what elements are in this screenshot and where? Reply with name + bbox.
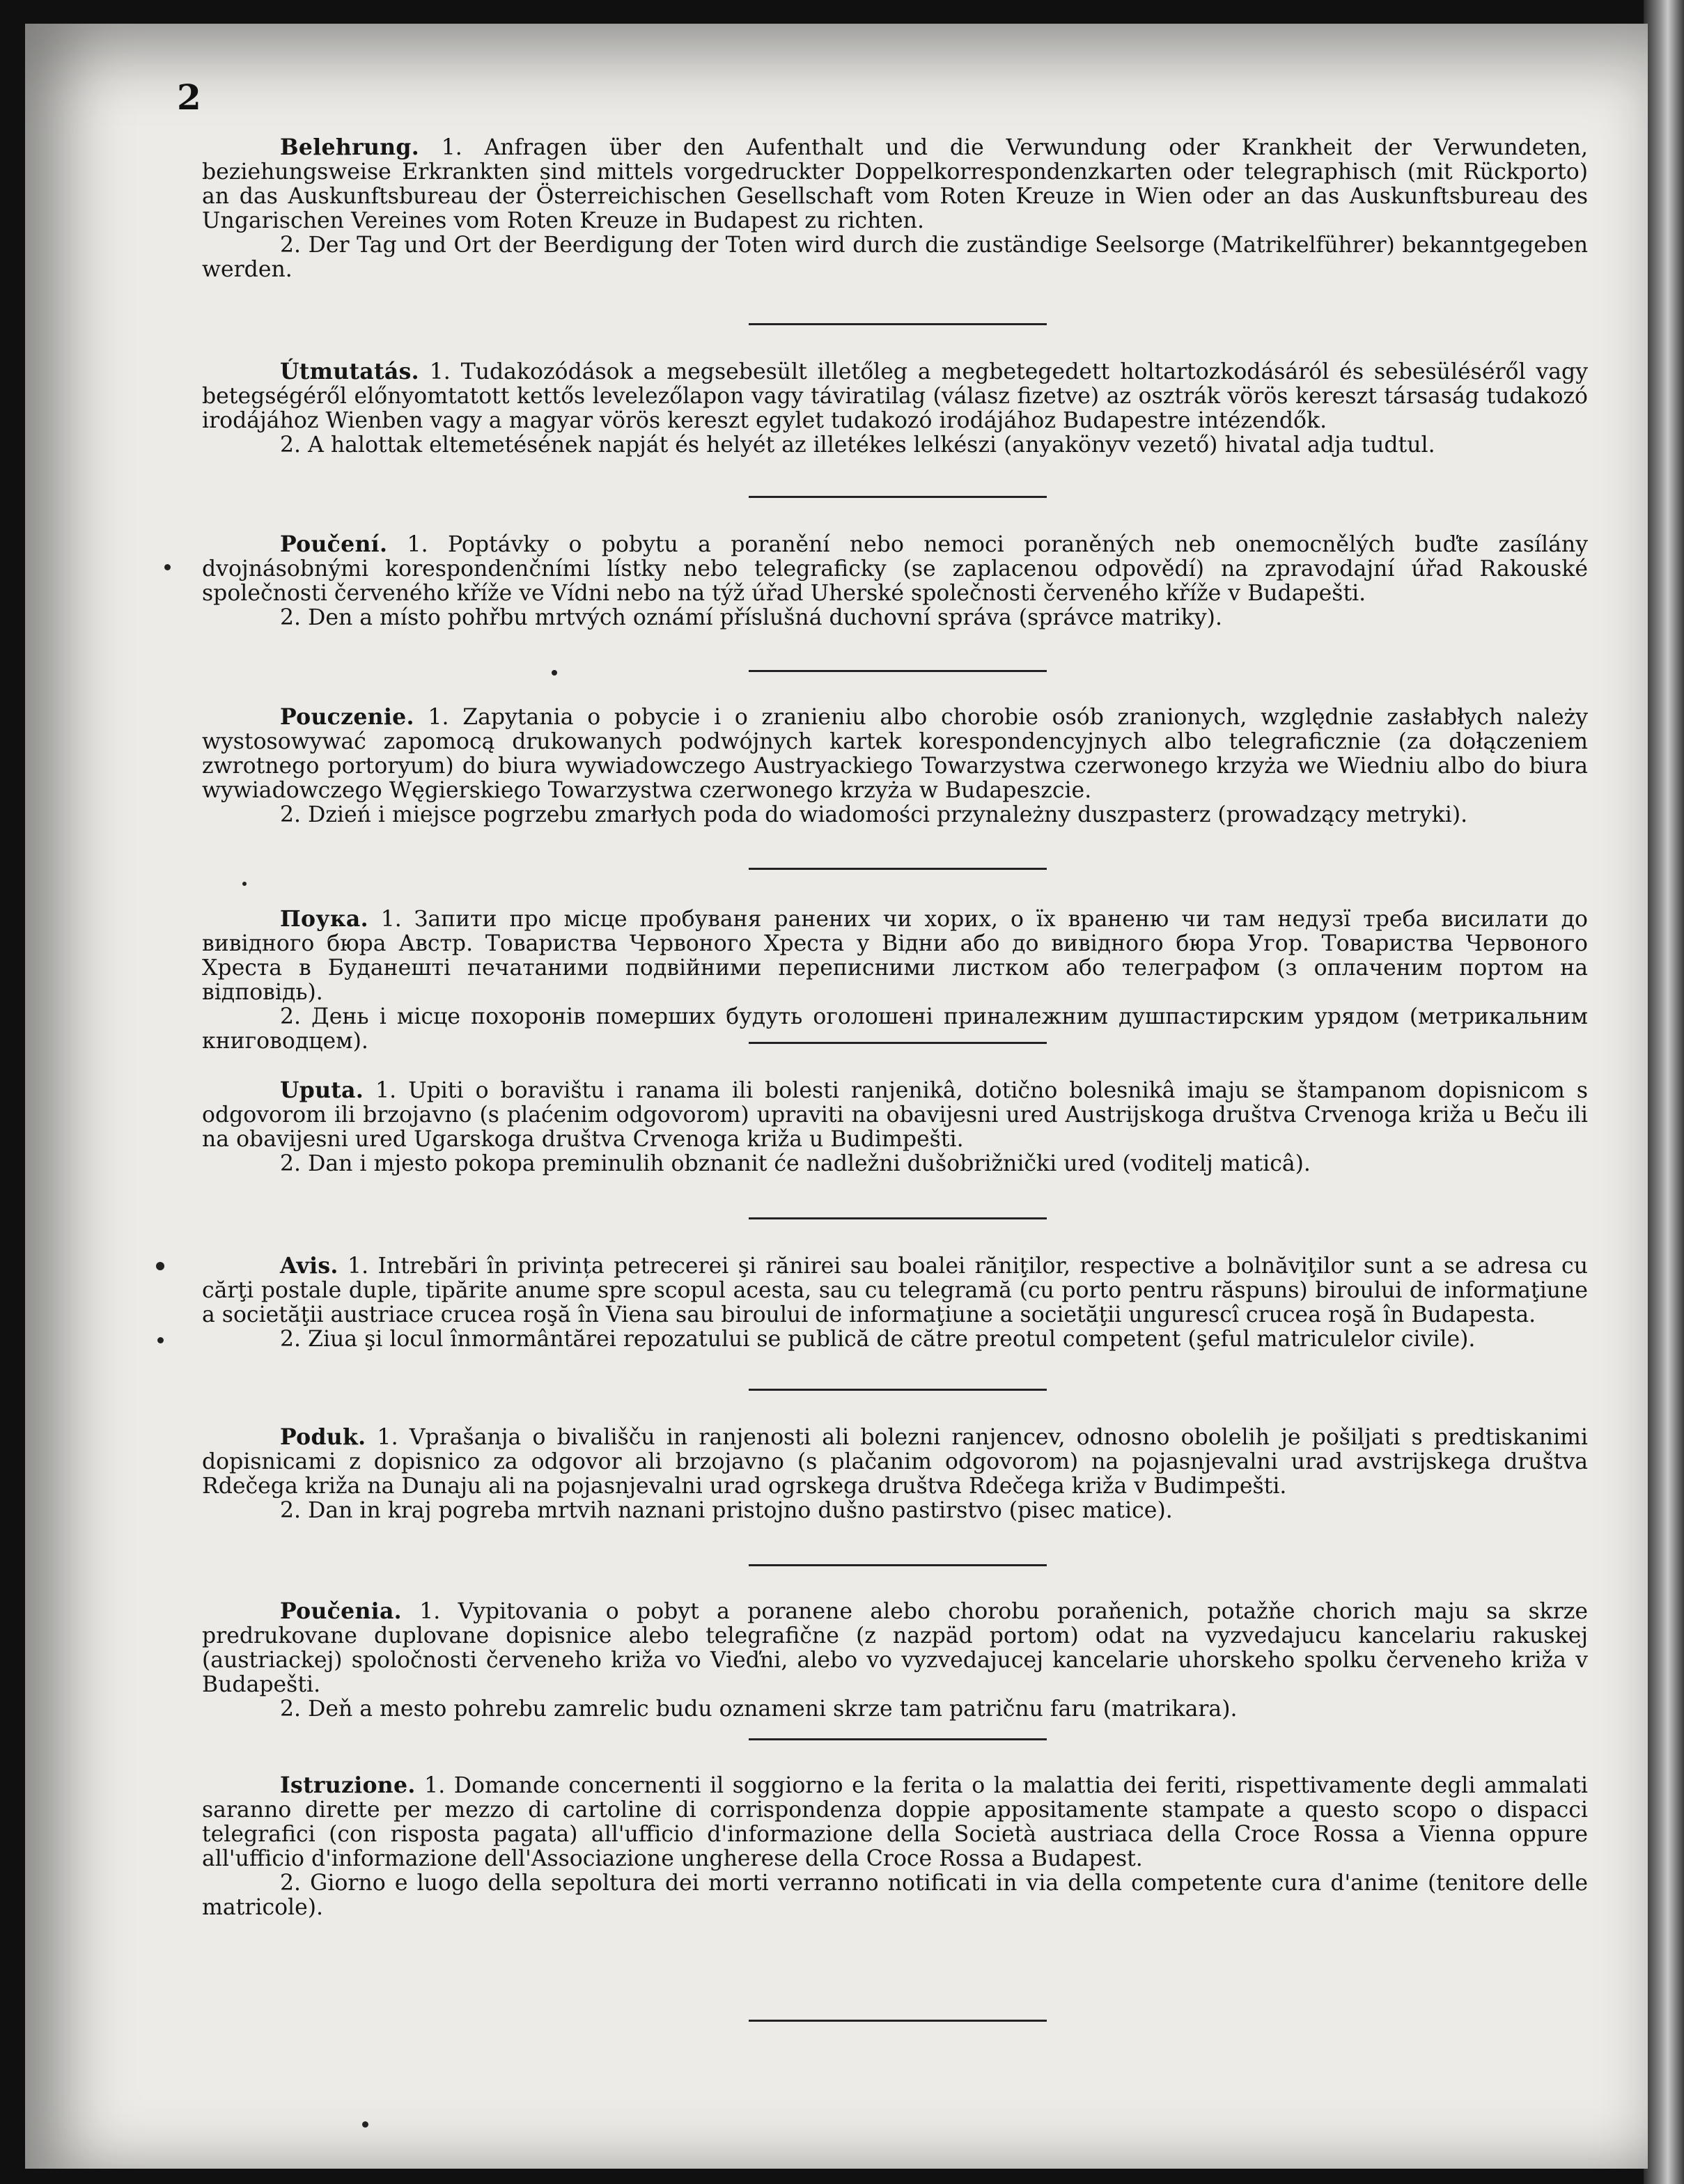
section-divider (749, 1217, 1047, 1219)
section-label: Poučenia. (280, 1598, 402, 1624)
item-2-text: 2. A halottak eltemetésének napját és helyét az illetékes lelkészi (anyakönyv vezető) hivatal adja tudtul. (280, 432, 1435, 458)
item-1-text: 1. Запити про місце пробуваня ранених чи хорих, о їх враненю чи там недузї треба висилати до вивідного бюра Австр. Товариства Червоного Хреста у Відни або до вивідного бюра Угор. Товариства Червоного Хреста в Буданешті печатаними подвійними переписними листком або телеграфом (з оплаченим портом на відповідь). (202, 907, 1588, 1005)
item-1-text: 1. Vprašanja o bivališču in ranjenosti ali bolezni ranjencev, odnosno obolelih je pošiljati s predtiskanimi dopisnicami z dopisnico za odgovor ali brzojavno (s plačanim odgovorom) na pojasnjevalni urad avstrijskega društva Rdečega križa na Dunaju ali na pojasnjevalni urad ogrskega društva Rdečega križa v Budimpešti. (202, 1425, 1588, 1499)
item-1-text: 1. Anfragen über den Aufenthalt und die Verwundung oder Krankheit der Verwundeten, beziehungsweise Erkrankten sind mittels vorgedruckter Doppelkorrespondenzkarten oder telegraphisch (mit Rückporto) an das Auskunftsbureau der Österreichischen Gesellschaft vom Roten Kreuze in Wien oder an das Auskunftsbureau des Ungarischen Vereines vom Roten Kreuze in Budapest zu richten. (202, 135, 1588, 233)
item-2-text: 2. Giorno e luogo della sepoltura dei morti verranno notificati in via della competente cura d'anime (tenitore delle matricole). (202, 1871, 1588, 1920)
section-label: Uputa. (280, 1077, 364, 1103)
instruction-item-1 (202, 1425, 1588, 1499)
item-2-text: 2. Dan i mjesto pokopa preminulih obznanit će nadležni dušobrižnički ured (voditelj maticâ). (280, 1151, 1311, 1176)
item-2-text: 2. Dzień i miejsce pogrzebu zmarłych poda do wiadomości przynależny duszpasterz (prowadzący metryki). (280, 802, 1468, 827)
instruction-item-1 (202, 359, 1588, 433)
section-label: Avis. (280, 1253, 338, 1279)
instruction-item-1 (202, 532, 1588, 606)
page-edge (1644, 0, 1684, 2184)
instruction-item-1 (202, 1078, 1588, 1152)
section-divider (749, 496, 1047, 498)
item-1-text: 1. Zapytania o pobycie i o zranieniu albo chorobie osób zranionych, względnie zasłabłych należy wystosowywać zapomocą drukowanych podwójnych kartek korespondencyjnych albo telegraficznie (za dołączeniem zwrotnego portoryum) do biura wywiadowczego Austryackiego Towarzystwa czerwonego krzyża we Wiedniu albo do biura wywiadowczego Węgierskiego Towarzystwa czerwonego krzyża w Budapeszcie. (202, 705, 1588, 803)
item-1-text: 1. Vypitovania o pobyt a poranene alebo chorobu poraňenich, potažňe chorich maju sa skrze predrukovane duplovane dopisnice alebo telegrafične (z nazpäd portom) odat na vyzvedajucu kancelariu rakuskej (austriackej) spoločnosti červeneho križa vo Vieďni, alebo vo vyzvedajucej kancelarie uhorskeho spolku červeneho križa v Budapešti. (202, 1599, 1588, 1697)
ink-speck (552, 670, 557, 676)
ink-speck (164, 564, 171, 570)
instruction-item-1 (202, 1599, 1588, 1697)
section-slovene (202, 1425, 1588, 1523)
section-italian (202, 1773, 1588, 1920)
ink-speck (242, 882, 247, 886)
item-1-text: 1. Tudakozódások a megsebesült illetőleg a megbetegedett holtartozkodásáról és sebesüléséről vagy betegségéről előnyomtatott kettős levelezőlapon vagy táviratilag (válasz fizetve) az osztrák vörös kereszt társaság tudakozó irodájához Wienben vagy a magyar vörös kereszt egylet tudakozó irodájához Budapestre intézendők. (202, 359, 1588, 433)
instruction-item-1 (202, 1254, 1588, 1327)
section-german (202, 135, 1588, 282)
section-label: Поука. (280, 906, 368, 932)
instruction-item-1 (202, 705, 1588, 803)
instruction-item-1 (202, 1773, 1588, 1871)
item-2-text: 2. Ziua şi locul înmormântărei repozatului se publică de către preotul competent (şeful matriculelor civile). (280, 1327, 1476, 1352)
section-divider (749, 323, 1047, 325)
section-romanian (202, 1254, 1588, 1352)
ink-speck (362, 2121, 368, 2128)
section-label: Poduk. (280, 1424, 366, 1450)
item-1-text: 1. Domande concernenti il soggiorno e la ferita o la malattia dei feriti, rispettivamente degli ammalati saranno dirette per mezzo di cartoline di corrispondenza doppie appositamente stampate a questo scopo o dispacci telegrafici (con risposta pagata) all'ufficio d'informazione della Società austriaca della Croce Rossa a Vienna oppure all'ufficio d'informazione dell'Associazione ungherese della Croce Rossa a Budapest. (202, 1773, 1588, 1871)
section-divider (749, 1042, 1047, 1044)
section-czech (202, 532, 1588, 630)
section-divider (749, 1564, 1047, 1566)
section-divider (749, 1738, 1047, 1740)
section-divider (749, 868, 1047, 870)
section-label: Pouczenie. (280, 704, 414, 730)
item-1-text: 1. Upiti o boravištu i ranama ili bolesti ranjenikâ, dotično bolesnikâ imaju se štampanom dopisnicom s odgovorom ili brzojavno (s plaćenim odgovorom) upraviti na obavijesni ured Austrijskoga društva Crvenoga križa u Beču ili na obavijesni ured Ugarskoga društva Crvenoga križa u Budimpešti. (202, 1078, 1588, 1152)
section-polish (202, 705, 1588, 827)
instruction-item-1 (202, 907, 1588, 1005)
item-1-text: 1. Intrebări în privința petrecerei şi rănirei sau boalei răniţilor, respective a bolnăviţilor sunt a se adresa cu cărţi postale duple, tipărite anume spre scopul acesta, sau cu telegramă (cu porto pentru răspuns) biroului de informaţiune a societăţii austriace crucea roşă în Viena sau biroului de informaţiune a societăţii ungurescî crucea roşă în Budapesta. (202, 1254, 1588, 1327)
section-croatian (202, 1078, 1588, 1176)
ink-speck (156, 1262, 164, 1270)
section-hungarian (202, 359, 1588, 458)
section-ukrainian (202, 907, 1588, 1054)
section-divider (749, 2020, 1047, 2022)
page-number: 2 (177, 77, 201, 118)
item-2-text: 2. Der Tag und Ort der Beerdigung der Toten wird durch die zuständige Seelsorge (Matrikelführer) bekanntgegeben werden. (202, 233, 1588, 282)
section-label: Poučení. (280, 531, 388, 557)
item-2-text: 2. Deň a mesto pohrebu zamrelic budu oznameni skrze tam patričnu faru (matrikara). (280, 1696, 1238, 1722)
section-slovak (202, 1599, 1588, 1722)
section-divider (749, 670, 1047, 672)
item-2-text: 2. Dan in kraj pogreba mrtvih naznani pristojno dušno pastirstvo (pisec matice). (280, 1498, 1173, 1523)
instruction-item-1 (202, 135, 1588, 233)
item-1-text: 1. Poptávky o pobytu a poranění nebo nemoci poraněných neb onemocnělých buďte zasílány dvojnásobnými korespondenčními lístky nebo telegraficky (se zaplacenou odpovědí) na zpravodajní úřad Rakouské společnosti červeného kříže ve Vídni nebo na týž úřad Uherské společnosti červeného kříže v Budapešti. (202, 532, 1588, 606)
section-label: Belehrung. (280, 134, 419, 160)
section-divider (749, 1389, 1047, 1391)
section-label: Útmutatás. (280, 359, 419, 384)
item-2-text: 2. День і місце похоронів померших будуть оголошені приналежним душпастирским урядом (метрикальним книговодцем). (202, 1004, 1588, 1054)
section-label: Istruzione. (280, 1772, 416, 1798)
ink-speck (157, 1337, 164, 1343)
item-2-text: 2. Den a místo pohřbu mrtvých oznámí příslušná duchovní správa (správce matriky). (280, 605, 1222, 630)
